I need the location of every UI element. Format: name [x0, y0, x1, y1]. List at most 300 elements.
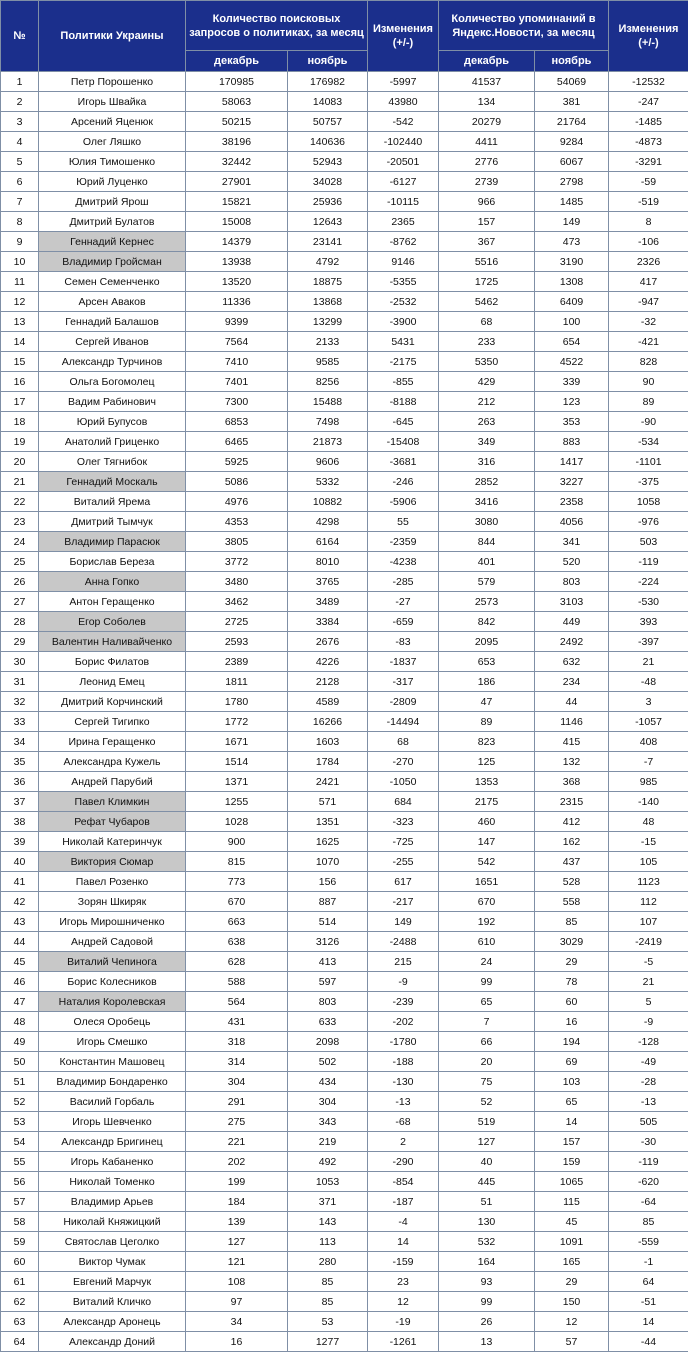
news-change-cell: -224: [609, 572, 688, 592]
search-december-cell: 221: [186, 1132, 288, 1152]
politician-name-cell: Андрей Парубий: [39, 772, 186, 792]
politician-name-cell: Юрий Бупусов: [39, 412, 186, 432]
search-change-cell: -8762: [368, 232, 439, 252]
search-november-cell: 5332: [288, 472, 368, 492]
search-december-cell: 13520: [186, 272, 288, 292]
row-num-cell: 15: [1, 352, 39, 372]
search-december-cell: 2389: [186, 652, 288, 672]
search-change-cell: 43980: [368, 92, 439, 112]
news-december-cell: 68: [439, 312, 535, 332]
search-november-cell: 113: [288, 1232, 368, 1252]
search-december-cell: 9399: [186, 312, 288, 332]
politician-name-cell: Борис Филатов: [39, 652, 186, 672]
news-november-cell: 103: [535, 1072, 609, 1092]
row-num-cell: 41: [1, 872, 39, 892]
politician-name-cell: Александр Аронець: [39, 1312, 186, 1332]
row-num-cell: 19: [1, 432, 39, 452]
news-november-cell: 9284: [535, 132, 609, 152]
search-november-cell: 156: [288, 872, 368, 892]
news-november-cell: 14: [535, 1112, 609, 1132]
news-december-cell: 2573: [439, 592, 535, 612]
row-num-cell: 56: [1, 1172, 39, 1192]
row-num-cell: 29: [1, 632, 39, 652]
table-row: [1, 592, 688, 612]
news-december-cell: 212: [439, 392, 535, 412]
politician-name-cell: Павел Климкин: [39, 792, 186, 812]
search-november-cell: 1603: [288, 732, 368, 752]
search-november-cell: 18875: [288, 272, 368, 292]
news-change-cell: -559: [609, 1232, 688, 1252]
search-change-cell: -1837: [368, 652, 439, 672]
news-december-cell: 2776: [439, 152, 535, 172]
search-change-cell: 12: [368, 1292, 439, 1312]
search-change-cell: -68: [368, 1112, 439, 1132]
table-row: [1, 172, 688, 192]
news-change-cell: -947: [609, 292, 688, 312]
header-news-december: декабрь: [439, 51, 535, 72]
row-num-cell: 61: [1, 1272, 39, 1292]
search-november-cell: 143: [288, 1212, 368, 1232]
search-change-cell: -102440: [368, 132, 439, 152]
politician-name-cell: Сергей Тигипко: [39, 712, 186, 732]
row-num-cell: 25: [1, 552, 39, 572]
politician-name-cell: Ирина Геращенко: [39, 732, 186, 752]
search-change-cell: -2175: [368, 352, 439, 372]
search-change-cell: -2488: [368, 932, 439, 952]
table-row: [1, 872, 688, 892]
politician-name-cell: Константин Машовец: [39, 1052, 186, 1072]
news-december-cell: 127: [439, 1132, 535, 1152]
row-num-cell: 9: [1, 232, 39, 252]
search-change-cell: -188: [368, 1052, 439, 1072]
politician-name-cell: Леонид Емец: [39, 672, 186, 692]
table-row: [1, 992, 688, 1012]
politician-name-cell: Геннадий Кернес: [39, 232, 186, 252]
row-num-cell: 14: [1, 332, 39, 352]
table-row: [1, 152, 688, 172]
politician-name-cell: Наталия Королевская: [39, 992, 186, 1012]
news-november-cell: 4522: [535, 352, 609, 372]
search-december-cell: 121: [186, 1252, 288, 1272]
news-change-cell: 21: [609, 972, 688, 992]
search-december-cell: 638: [186, 932, 288, 952]
row-num-cell: 45: [1, 952, 39, 972]
search-change-cell: -2809: [368, 692, 439, 712]
search-november-cell: 514: [288, 912, 368, 932]
politician-name-cell: Николай Катеринчук: [39, 832, 186, 852]
politician-name-cell: Антон Геращенко: [39, 592, 186, 612]
row-num-cell: 16: [1, 372, 39, 392]
news-change-cell: -976: [609, 512, 688, 532]
news-change-cell: -1101: [609, 452, 688, 472]
news-november-cell: 29: [535, 952, 609, 972]
table-row: [1, 552, 688, 572]
search-november-cell: 23141: [288, 232, 368, 252]
search-december-cell: 15821: [186, 192, 288, 212]
table-row: [1, 832, 688, 852]
news-december-cell: 20279: [439, 112, 535, 132]
politician-name-cell: Сергей Иванов: [39, 332, 186, 352]
news-change-cell: -397: [609, 632, 688, 652]
search-change-cell: -239: [368, 992, 439, 1012]
table-row: [1, 532, 688, 552]
table-row: [1, 512, 688, 532]
news-december-cell: 1353: [439, 772, 535, 792]
news-december-cell: 670: [439, 892, 535, 912]
header-search-change: Изменения (+/-): [368, 1, 439, 72]
search-december-cell: 628: [186, 952, 288, 972]
search-december-cell: 202: [186, 1152, 288, 1172]
row-num-cell: 6: [1, 172, 39, 192]
table-row: [1, 1152, 688, 1172]
politician-name-cell: Виктория Сюмар: [39, 852, 186, 872]
table-row: [1, 212, 688, 232]
search-november-cell: 4792: [288, 252, 368, 272]
table-row: [1, 1092, 688, 1112]
row-num-cell: 63: [1, 1312, 39, 1332]
search-change-cell: -15408: [368, 432, 439, 452]
table-row: [1, 672, 688, 692]
table-row: [1, 132, 688, 152]
news-november-cell: 415: [535, 732, 609, 752]
news-november-cell: 21764: [535, 112, 609, 132]
news-change-cell: -119: [609, 1152, 688, 1172]
search-change-cell: 14: [368, 1232, 439, 1252]
search-december-cell: 3480: [186, 572, 288, 592]
table-row: [1, 392, 688, 412]
row-num-cell: 26: [1, 572, 39, 592]
news-change-cell: -106: [609, 232, 688, 252]
search-november-cell: 85: [288, 1272, 368, 1292]
politician-name-cell: Игорь Шевченко: [39, 1112, 186, 1132]
politician-name-cell: Игорь Кабаненко: [39, 1152, 186, 1172]
table-row: [1, 632, 688, 652]
politician-name-cell: Виталий Ярема: [39, 492, 186, 512]
table-row: [1, 1052, 688, 1072]
news-change-cell: -247: [609, 92, 688, 112]
search-december-cell: 1255: [186, 792, 288, 812]
politician-name-cell: Андрей Садовой: [39, 932, 186, 952]
news-december-cell: 3416: [439, 492, 535, 512]
table-row: [1, 952, 688, 972]
search-november-cell: 176982: [288, 72, 368, 92]
table-row: [1, 652, 688, 672]
search-change-cell: -5355: [368, 272, 439, 292]
search-november-cell: 3384: [288, 612, 368, 632]
news-change-cell: -140: [609, 792, 688, 812]
row-num-cell: 53: [1, 1112, 39, 1132]
row-num-cell: 4: [1, 132, 39, 152]
news-december-cell: 316: [439, 452, 535, 472]
news-december-cell: 93: [439, 1272, 535, 1292]
search-december-cell: 11336: [186, 292, 288, 312]
row-num-cell: 30: [1, 652, 39, 672]
row-num-cell: 7: [1, 192, 39, 212]
news-november-cell: 29: [535, 1272, 609, 1292]
search-december-cell: 564: [186, 992, 288, 1012]
row-num-cell: 32: [1, 692, 39, 712]
search-change-cell: -317: [368, 672, 439, 692]
news-december-cell: 823: [439, 732, 535, 752]
table-row: [1, 1332, 688, 1352]
news-november-cell: 12: [535, 1312, 609, 1332]
table-row: [1, 972, 688, 992]
search-december-cell: 97: [186, 1292, 288, 1312]
search-december-cell: 431: [186, 1012, 288, 1032]
search-change-cell: -13: [368, 1092, 439, 1112]
news-november-cell: 3029: [535, 932, 609, 952]
search-december-cell: 7564: [186, 332, 288, 352]
news-december-cell: 844: [439, 532, 535, 552]
search-december-cell: 6465: [186, 432, 288, 452]
news-november-cell: 150: [535, 1292, 609, 1312]
row-num-cell: 8: [1, 212, 39, 232]
search-change-cell: 23: [368, 1272, 439, 1292]
news-december-cell: 842: [439, 612, 535, 632]
row-num-cell: 11: [1, 272, 39, 292]
search-december-cell: 7401: [186, 372, 288, 392]
search-november-cell: 1277: [288, 1332, 368, 1352]
news-change-cell: 112: [609, 892, 688, 912]
search-november-cell: 434: [288, 1072, 368, 1092]
search-december-cell: 588: [186, 972, 288, 992]
politician-name-cell: Егор Соболев: [39, 612, 186, 632]
row-num-cell: 2: [1, 92, 39, 112]
row-num-cell: 35: [1, 752, 39, 772]
news-december-cell: 4411: [439, 132, 535, 152]
politician-name-cell: Игорь Швайка: [39, 92, 186, 112]
news-november-cell: 115: [535, 1192, 609, 1212]
news-change-cell: -90: [609, 412, 688, 432]
search-december-cell: 1780: [186, 692, 288, 712]
search-change-cell: -4: [368, 1212, 439, 1232]
row-num-cell: 33: [1, 712, 39, 732]
search-november-cell: 8256: [288, 372, 368, 392]
news-december-cell: 2739: [439, 172, 535, 192]
search-november-cell: 6164: [288, 532, 368, 552]
news-change-cell: -7: [609, 752, 688, 772]
table-row: [1, 112, 688, 132]
search-november-cell: 10882: [288, 492, 368, 512]
news-december-cell: 429: [439, 372, 535, 392]
news-december-cell: 7: [439, 1012, 535, 1032]
search-december-cell: 170985: [186, 72, 288, 92]
table-row: [1, 1272, 688, 1292]
table-row: [1, 92, 688, 112]
news-change-cell: -4873: [609, 132, 688, 152]
news-change-cell: -119: [609, 552, 688, 572]
table-row: [1, 692, 688, 712]
search-december-cell: 900: [186, 832, 288, 852]
news-december-cell: 2852: [439, 472, 535, 492]
politician-name-cell: Василий Горбаль: [39, 1092, 186, 1112]
news-change-cell: 503: [609, 532, 688, 552]
news-november-cell: 528: [535, 872, 609, 892]
search-november-cell: 140636: [288, 132, 368, 152]
table-row: [1, 1112, 688, 1132]
table-row: [1, 1232, 688, 1252]
search-december-cell: 27901: [186, 172, 288, 192]
news-change-cell: 64: [609, 1272, 688, 1292]
news-november-cell: 341: [535, 532, 609, 552]
table-row: [1, 912, 688, 932]
news-december-cell: 186: [439, 672, 535, 692]
news-november-cell: 162: [535, 832, 609, 852]
news-change-cell: 105: [609, 852, 688, 872]
search-november-cell: 633: [288, 1012, 368, 1032]
news-november-cell: 2492: [535, 632, 609, 652]
table-row: [1, 272, 688, 292]
news-december-cell: 20: [439, 1052, 535, 1072]
search-change-cell: -2359: [368, 532, 439, 552]
news-change-cell: -15: [609, 832, 688, 852]
news-change-cell: -421: [609, 332, 688, 352]
news-november-cell: 65: [535, 1092, 609, 1112]
news-november-cell: 883: [535, 432, 609, 452]
news-change-cell: -3291: [609, 152, 688, 172]
search-december-cell: 6853: [186, 412, 288, 432]
news-november-cell: 16: [535, 1012, 609, 1032]
search-december-cell: 13938: [186, 252, 288, 272]
news-december-cell: 5516: [439, 252, 535, 272]
search-december-cell: 1028: [186, 812, 288, 832]
row-num-cell: 44: [1, 932, 39, 952]
search-november-cell: 304: [288, 1092, 368, 1112]
search-change-cell: 2: [368, 1132, 439, 1152]
politician-name-cell: Дмитрий Тымчук: [39, 512, 186, 532]
header-politicians: Политики Украины: [39, 1, 186, 72]
table-row: [1, 72, 688, 92]
table-row: [1, 852, 688, 872]
news-december-cell: 5462: [439, 292, 535, 312]
news-november-cell: 1091: [535, 1232, 609, 1252]
search-november-cell: 502: [288, 1052, 368, 1072]
search-december-cell: 3805: [186, 532, 288, 552]
search-december-cell: 15008: [186, 212, 288, 232]
table-row: [1, 572, 688, 592]
table-row: [1, 1212, 688, 1232]
search-november-cell: 4589: [288, 692, 368, 712]
search-november-cell: 4298: [288, 512, 368, 532]
search-november-cell: 12643: [288, 212, 368, 232]
search-december-cell: 3462: [186, 592, 288, 612]
news-change-cell: 107: [609, 912, 688, 932]
news-change-cell: -530: [609, 592, 688, 612]
table-row: [1, 492, 688, 512]
header-search-november: ноябрь: [288, 51, 368, 72]
news-change-cell: 5: [609, 992, 688, 1012]
search-november-cell: 3489: [288, 592, 368, 612]
news-change-cell: -5: [609, 952, 688, 972]
news-change-cell: 1123: [609, 872, 688, 892]
search-december-cell: 5925: [186, 452, 288, 472]
news-change-cell: 2326: [609, 252, 688, 272]
politician-name-cell: Рефат Чубаров: [39, 812, 186, 832]
search-change-cell: -5997: [368, 72, 439, 92]
search-november-cell: 597: [288, 972, 368, 992]
search-change-cell: -83: [368, 632, 439, 652]
news-november-cell: 85: [535, 912, 609, 932]
news-december-cell: 3080: [439, 512, 535, 532]
search-change-cell: -2532: [368, 292, 439, 312]
table-row: [1, 412, 688, 432]
search-november-cell: 1351: [288, 812, 368, 832]
row-num-cell: 3: [1, 112, 39, 132]
politician-name-cell: Юлия Тимошенко: [39, 152, 186, 172]
politician-name-cell: Евгений Марчук: [39, 1272, 186, 1292]
news-change-cell: -12532: [609, 72, 688, 92]
search-december-cell: 108: [186, 1272, 288, 1292]
search-change-cell: -159: [368, 1252, 439, 1272]
table-row: [1, 192, 688, 212]
search-december-cell: 314: [186, 1052, 288, 1072]
search-december-cell: 2593: [186, 632, 288, 652]
news-change-cell: 89: [609, 392, 688, 412]
news-december-cell: 147: [439, 832, 535, 852]
news-december-cell: 263: [439, 412, 535, 432]
search-november-cell: 2133: [288, 332, 368, 352]
search-change-cell: -187: [368, 1192, 439, 1212]
row-num-cell: 52: [1, 1092, 39, 1112]
table-row: [1, 1292, 688, 1312]
news-november-cell: 159: [535, 1152, 609, 1172]
politician-name-cell: Павел Розенко: [39, 872, 186, 892]
politician-name-cell: Семен Семенченко: [39, 272, 186, 292]
news-november-cell: 69: [535, 1052, 609, 1072]
news-change-cell: 1058: [609, 492, 688, 512]
row-num-cell: 42: [1, 892, 39, 912]
search-november-cell: 1784: [288, 752, 368, 772]
politician-name-cell: Игорь Мирошниченко: [39, 912, 186, 932]
news-december-cell: 41537: [439, 72, 535, 92]
row-num-cell: 37: [1, 792, 39, 812]
news-change-cell: 985: [609, 772, 688, 792]
news-change-cell: 393: [609, 612, 688, 632]
news-change-cell: -620: [609, 1172, 688, 1192]
search-november-cell: 15488: [288, 392, 368, 412]
search-december-cell: 38196: [186, 132, 288, 152]
news-november-cell: 6067: [535, 152, 609, 172]
news-november-cell: 368: [535, 772, 609, 792]
row-num-cell: 58: [1, 1212, 39, 1232]
search-november-cell: 13868: [288, 292, 368, 312]
politician-name-cell: Борис Колесников: [39, 972, 186, 992]
row-num-cell: 48: [1, 1012, 39, 1032]
news-november-cell: 3190: [535, 252, 609, 272]
row-num-cell: 31: [1, 672, 39, 692]
row-num-cell: 59: [1, 1232, 39, 1252]
search-december-cell: 670: [186, 892, 288, 912]
search-november-cell: 3126: [288, 932, 368, 952]
news-december-cell: 24: [439, 952, 535, 972]
table-row: [1, 892, 688, 912]
search-november-cell: 2421: [288, 772, 368, 792]
politician-name-cell: Виктор Чумак: [39, 1252, 186, 1272]
news-november-cell: 4056: [535, 512, 609, 532]
search-november-cell: 52943: [288, 152, 368, 172]
politician-name-cell: Арсений Яценюк: [39, 112, 186, 132]
table-row: [1, 792, 688, 812]
search-change-cell: 617: [368, 872, 439, 892]
search-december-cell: 7410: [186, 352, 288, 372]
news-december-cell: 52: [439, 1092, 535, 1112]
politician-name-cell: Владимир Бондаренко: [39, 1072, 186, 1092]
row-num-cell: 21: [1, 472, 39, 492]
politician-name-cell: Зорян Шкиряк: [39, 892, 186, 912]
row-num-cell: 12: [1, 292, 39, 312]
search-november-cell: 1053: [288, 1172, 368, 1192]
news-november-cell: 100: [535, 312, 609, 332]
